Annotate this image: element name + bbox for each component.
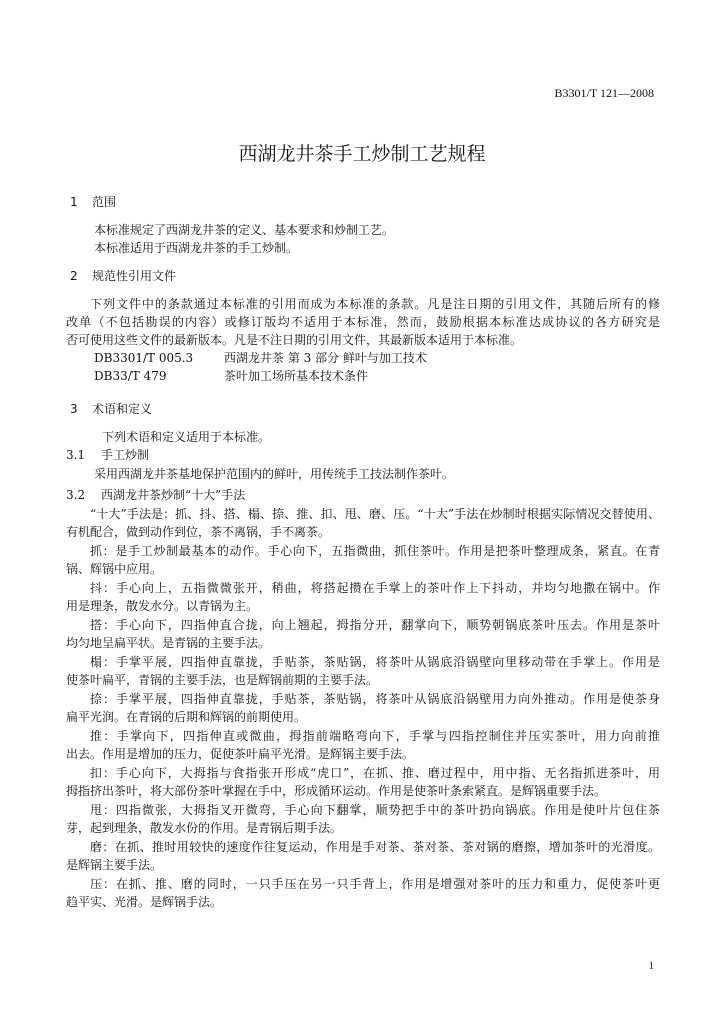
term-title: 手工炒制 bbox=[101, 448, 150, 462]
paragraph-line: “十大”手法是：抓、抖、搭、榻、捺、推、扣、甩、磨、压。“十大”手法在炒制时根据实际情况交替使用、 bbox=[90, 507, 660, 521]
section-title: 规范性引用文件 bbox=[92, 269, 177, 283]
section-title: 范围 bbox=[92, 195, 117, 209]
section-number: 2 bbox=[70, 269, 78, 283]
paragraph-line: 锅、辉锅中应用。 bbox=[66, 562, 163, 576]
paragraph-line: 有机配合，做到动作到位，茶不离锅，手不离茶。 bbox=[66, 525, 331, 539]
term-definition: 采用西湖龙井茶基地保护范围内的鲜叶，用传统手工技法制作茶叶。 bbox=[94, 467, 455, 481]
paragraph-line: 否可使用这些文件的最新版本。凡是不注日期的引用文件，其最新版本适用于本标准。 bbox=[66, 333, 523, 347]
paragraph-line: 磨：在抓、推时用较快的速度作往复运动，作用是手对茶、茶对茶、茶对锅的磨擦，增加茶叶的光滑度。 bbox=[90, 840, 660, 854]
paragraph-line: 用是理条，散发水分。以青锅为主。 bbox=[66, 599, 259, 613]
paragraph-line: 扣：手心向下，大拇指与食指张开形成“虎口”，在抓、推、磨过程中，用中指、无名指抓进茶叶，用 bbox=[90, 766, 660, 780]
reference-name: 茶叶加工场所基本技术条件 bbox=[224, 369, 369, 383]
paragraph-line: 使茶叶扁平，青锅的主要手法，也是辉锅前期的主要手法。 bbox=[66, 673, 379, 687]
paragraph-line: 是辉锅主要手法。 bbox=[66, 858, 163, 872]
term-number: 3.1 bbox=[66, 448, 86, 462]
paragraph-line: 下列文件中的条款通过本标准的引用而成为本标准的条款。凡是注日期的引用文件，其随后所有的修 bbox=[90, 297, 660, 311]
paragraph: 本标准规定了西湖龙井茶的定义、基本要求和炒制工艺。 bbox=[94, 223, 395, 237]
paragraph-line: 压：在抓、推、磨的同时，一只手压在另一只手背上，作用是增强对茶叶的压力和重力，促使茶叶更 bbox=[90, 877, 660, 891]
paragraph-line: 改单（不包括勘误的内容）或修订版均不适用于本标准，然而，鼓励根据本标准达成协议的各方研究是 bbox=[66, 315, 660, 329]
paragraph-line: 搭：手心向下，四指伸直合拢，向上翘起，拇指分开，翻掌向下，顺势朝锅底茶叶压去。作用是茶叶 bbox=[90, 618, 660, 632]
paragraph-line: 扁平光润。在青锅的后期和辉锅的前期使用。 bbox=[66, 710, 307, 724]
reference-name: 西湖龙井茶 第 3 部分 鲜叶与加工技术 bbox=[224, 351, 427, 365]
reference-code: DB33/T 479 bbox=[94, 369, 167, 383]
paragraph-line: 捺：手掌平展，四指伸直靠拢，手贴茶，茶贴锅，将茶叶从锅底沿锅壁用力向外推动。作用是使茶身 bbox=[90, 692, 660, 706]
section-number: 1 bbox=[70, 195, 78, 209]
paragraph-line: 榻：手掌平展，四指伸直靠拢，手贴茶，茶贴锅，将茶叶从锅底沿锅壁向里移动带在手掌上。作用是 bbox=[90, 655, 660, 669]
section-title: 术语和定义 bbox=[92, 402, 153, 416]
paragraph: 本标准适用于西湖龙井茶的手工炒制。 bbox=[94, 241, 299, 255]
paragraph-line: 均匀地呈扁平状。是青锅的主要手法。 bbox=[66, 636, 271, 650]
section-number: 3 bbox=[70, 402, 78, 416]
paragraph: 下列术语和定义适用于本标准。 bbox=[102, 430, 271, 444]
paragraph-line: 抖：手心向上，五指微微张开，稍曲，将搭起攒在手掌上的茶叶作上下抖动，并均匀地撒在锅中。作 bbox=[90, 581, 660, 595]
paragraph-line: 芽，起到理条，散发水份的作用。是青锅后期手法。 bbox=[66, 821, 343, 835]
paragraph-line: 抓：是手工炒制最基本的动作。手心向下，五指微曲，抓住茶叶。作用是把茶叶整理成条，紧直。在青 bbox=[90, 544, 660, 558]
document-title: 西湖龙井茶手工炒制工艺规程 bbox=[238, 143, 486, 165]
paragraph-line: 趋平实、光滑。是辉锅手法。 bbox=[66, 895, 223, 909]
paragraph-line: 拇指挤出茶叶，将大部份茶叶掌握在手中，形成循环运动。作用是使茶叶条索紧直。是辉锅重要手法。 bbox=[66, 784, 607, 798]
reference-code: DB3301/T 005.3 bbox=[94, 351, 194, 365]
paragraph-line: 甩：四指微张，大拇指叉开微弯，手心向下翻掌，顺势把手中的茶叶扔向锅底。作用是使叶片包住茶 bbox=[90, 803, 660, 817]
page-number: 1 bbox=[648, 960, 654, 972]
standard-code: B3301/T 121—2008 bbox=[554, 86, 654, 100]
paragraph-line: 出去。作用是增加的压力，促使茶叶扁平光滑。是辉锅主要手法。 bbox=[66, 747, 415, 761]
term-number: 3.2 bbox=[66, 488, 86, 502]
term-title: 西湖龙井茶炒制“十大”手法 bbox=[101, 488, 246, 502]
paragraph-line: 推：手掌向下，四指伸直或微曲，拇指前端略弯向下，手掌与四指控制住并压实茶叶，用力向前推 bbox=[90, 729, 660, 743]
